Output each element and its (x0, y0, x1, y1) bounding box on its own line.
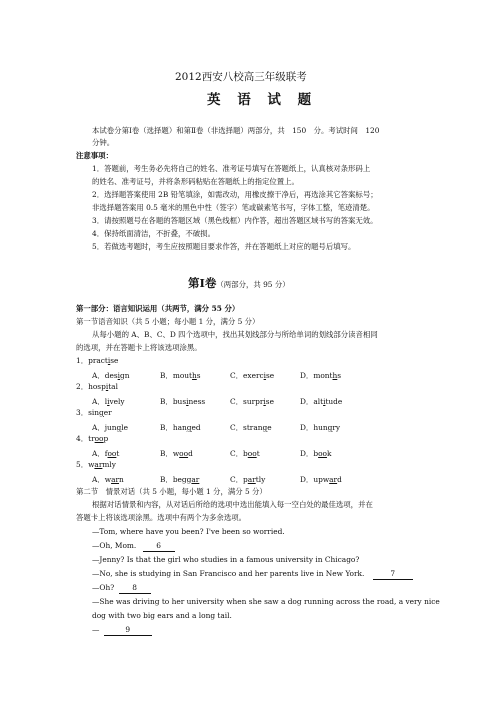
question-word (88, 434, 108, 443)
option-letter: A． (92, 371, 105, 380)
option-word (173, 423, 201, 432)
word-part: tal (108, 382, 118, 391)
word-part: b (243, 449, 248, 458)
note-line: 1．答题前，考生务必先将自己的姓名、准考证号填写在答题纸上，认真核对条形码上 (92, 164, 371, 173)
option-letter: B． (160, 423, 173, 432)
dialogue-text: —Oh, Mom. (92, 541, 137, 550)
word-part: ness (188, 397, 206, 406)
section2-title: 第二节 情景对话（共 5 小题，每小题 1 分，满分 5 分） (76, 487, 267, 496)
section1-title: 第一节语音知识（共 5 小题；每小题 1 分，满分 5 分） (76, 317, 260, 326)
option-word (105, 475, 124, 484)
word-part: jun (104, 423, 117, 432)
answer-option (160, 396, 205, 407)
volume-heading (188, 273, 290, 291)
option-letter: C． (230, 423, 244, 432)
answer-option (92, 422, 128, 433)
option-word (173, 371, 201, 380)
option-letter: D． (300, 475, 314, 484)
dialogue-line: dog with two big ears and a long tail. (92, 611, 232, 620)
word-part: er (103, 408, 112, 417)
word-part: le (121, 423, 129, 432)
dialogue-text: — (92, 625, 100, 634)
underlined-letters: oo (179, 449, 189, 458)
answer-blank: 7 (373, 570, 413, 580)
option-letter: C． (230, 371, 244, 380)
underlined-letters: i (323, 397, 326, 406)
option-word (243, 371, 274, 380)
dialogue-text: —Oh? (92, 583, 115, 592)
underlined-letters: h (192, 371, 197, 380)
option-letter: C． (230, 397, 244, 406)
underlined-letters: i (107, 397, 110, 406)
option-word (105, 449, 120, 458)
note-line: 非选择题答案用 0.5 毫米的黑色中性（签字）笔或碳素笔书写，字体工整，笔迹清楚。 (92, 203, 375, 212)
note-line: 2．选择题答案使用 2B 铅笔填涂，如需改动，用橡皮擦干净后，再选涂其它答案标号； (92, 190, 378, 199)
answer-option (92, 396, 125, 407)
word-part: w (104, 475, 112, 484)
option-letter: A． (92, 397, 105, 406)
word-part: upw (313, 475, 330, 484)
word-part: n (119, 475, 124, 484)
volume-title: 第Ⅰ卷 (188, 276, 217, 290)
option-letter: B． (160, 371, 173, 380)
underlined-letters: oo (247, 449, 257, 458)
option-word (313, 397, 342, 406)
dialogue-line (92, 570, 413, 580)
exam-title: 2012西安八校高三年级联考 (175, 71, 307, 83)
word-part: mly (102, 460, 116, 469)
word-part: des (104, 371, 118, 380)
word-part: tly (255, 475, 266, 484)
word-part: d (337, 475, 342, 484)
dialogue-line: —Jenny? Is that the girl who studies in a famous university in Chicago? (92, 555, 360, 564)
dialogue-line (92, 542, 175, 552)
underlined-letters: i (107, 356, 111, 365)
answer-blank: 6 (143, 542, 175, 552)
option-letter: C． (230, 449, 244, 458)
answer-option (160, 474, 199, 485)
question-word (88, 460, 116, 469)
question-word-row (76, 409, 112, 418)
word-part: se (265, 397, 274, 406)
dialogue-line (92, 626, 152, 636)
option-letter: A． (92, 475, 105, 484)
option-letter: A． (92, 449, 105, 458)
answer-option (92, 474, 124, 485)
question-number: 2． (76, 382, 89, 391)
word-part: p (243, 475, 248, 484)
option-word (105, 423, 128, 432)
underlined-letters: ar (329, 475, 338, 484)
word-part: exerc (243, 371, 264, 380)
note-line: 3．请按照题号在各题的答题区域（黑色线框）内作答，超出答题区域书写的答案无效。 (92, 216, 378, 225)
underlined-letters: g (262, 423, 268, 432)
underlined-letters: i (117, 371, 121, 380)
dialogue-line (92, 584, 151, 594)
word-part: gn (120, 371, 130, 380)
answer-option (92, 370, 130, 381)
underlined-letters: ar (247, 475, 256, 484)
option-word (173, 475, 200, 484)
word-part: d (188, 449, 193, 458)
note-line: 的姓名、准考证号，并将条形码粘贴在答题纸上的指定位置上。 (92, 177, 299, 186)
note-line: 5．若做选考题时，考生应按照题目要求作答，并在答题纸上对应的题号后填写。 (92, 242, 356, 251)
answer-option (160, 448, 193, 459)
option-word (243, 449, 260, 458)
answer-option (160, 422, 201, 433)
word-part: tr (88, 434, 95, 443)
option-word (313, 449, 331, 458)
part1-title: 第一部分：语言知识运用（共两节，满分 55 分） (76, 304, 240, 313)
word-part: sin (88, 408, 100, 417)
word-part: ry (332, 423, 341, 432)
word-part: w (88, 460, 95, 469)
underlined-letters: ar (111, 475, 120, 484)
word-part: t (116, 449, 120, 458)
option-letter: A． (92, 423, 105, 432)
answer-blank: 9 (104, 626, 152, 636)
question-word (88, 356, 118, 365)
option-letter: D． (300, 371, 314, 380)
word-part: bus (172, 397, 187, 406)
answer-option (300, 448, 331, 459)
option-word (243, 397, 274, 406)
underlined-letters: i (263, 397, 266, 406)
word-part: stran (243, 423, 263, 432)
word-part: tude (325, 397, 343, 406)
option-word (173, 449, 193, 458)
answer-option (230, 370, 274, 381)
underlined-letters: i (186, 397, 189, 406)
word-part: f (104, 449, 108, 458)
option-letter: D． (300, 397, 314, 406)
intro-line-1: 本试卷分第Ⅰ卷（选择题）和第Ⅱ卷（非选择题）两部分，共 150 分。考试时间 120 (92, 126, 380, 135)
section2-instruction: 根据对话情景和内容，从对话后所给的选项中选出能填入每一空白处的最佳选项，并在 (92, 500, 373, 509)
dialogue-text: —No, she is studying in San Francisco and her parents live in New York. (92, 569, 365, 578)
intro-line-2: 分钟。 (92, 138, 115, 147)
answer-option (230, 396, 274, 407)
underlined-letters: g (186, 423, 192, 432)
underlined-letters: oo (94, 434, 104, 443)
word-part: se (266, 371, 275, 380)
answer-option (92, 448, 119, 459)
answer-option (230, 474, 265, 485)
question-word-row (76, 461, 116, 470)
question-word (88, 408, 112, 417)
word-part: mont (313, 371, 333, 380)
question-word-row (76, 383, 118, 392)
answer-blank: 8 (119, 584, 151, 594)
word-part: vely (109, 397, 125, 406)
answer-option (300, 474, 342, 485)
word-part: t (256, 449, 260, 458)
underlined-letters: g (116, 423, 122, 432)
question-number: 5． (76, 460, 89, 469)
dialogue-line: —Tom, where have you been? I've been so worried. (92, 527, 285, 536)
word-part: ed (191, 423, 201, 432)
question-word-row (76, 357, 118, 366)
question-word (88, 382, 118, 391)
underlined-letters: ar (94, 460, 103, 469)
option-word (313, 371, 341, 380)
word-part: hun (313, 423, 328, 432)
option-letter: B． (160, 475, 173, 484)
option-letter: D． (300, 449, 314, 458)
answer-option (300, 422, 340, 433)
answer-option (230, 448, 260, 459)
underlined-letters: ar (191, 475, 200, 484)
underlined-letters: g (99, 408, 104, 417)
underlined-letters: g (327, 423, 333, 432)
dialogue-line: —She was driving to her university when she saw a dog running across the road, a very nice (92, 597, 440, 606)
question-number: 3． (76, 408, 89, 417)
question-word-row (76, 435, 108, 444)
word-part: e (267, 423, 272, 432)
option-letter: B． (160, 449, 173, 458)
word-part: begg (172, 475, 192, 484)
answer-option (300, 396, 342, 407)
question-number: 1． (76, 356, 89, 365)
word-part: surpr (243, 397, 264, 406)
word-part: alt (313, 397, 324, 406)
question-number: 4． (76, 434, 89, 443)
underlined-letters: oo (107, 449, 117, 458)
answer-option (230, 422, 272, 433)
word-part: hosp (88, 382, 106, 391)
option-word (173, 397, 205, 406)
section1-instruction: 从每小题的 A、B、C、D 四个选项中，找出其划线部分与所给单词的划线部分读音相同 (92, 330, 378, 339)
option-letter: B． (160, 397, 173, 406)
underlined-letters: i (263, 371, 267, 380)
note-line: 4．保持纸面清洁，不折叠，不破损。 (92, 229, 215, 238)
option-letter: C． (230, 475, 244, 484)
option-letter: D． (300, 423, 314, 432)
word-part: se (110, 356, 119, 365)
underlined-letters: oo (318, 449, 327, 458)
word-part: b (313, 449, 319, 458)
option-word (313, 475, 342, 484)
section1-instruction: 的选项，并在答题卡上将该选项涂黑。 (76, 343, 202, 352)
word-part: han (172, 423, 187, 432)
word-part: s (196, 371, 201, 380)
word-part: l (104, 397, 108, 406)
option-word (243, 475, 265, 484)
answer-option (300, 370, 341, 381)
word-part: mout (172, 371, 193, 380)
word-part: s (337, 371, 342, 380)
underlined-letters: i (105, 382, 109, 391)
subject-title: 英 语 试 题 (207, 92, 318, 108)
word-part: pract (88, 356, 108, 365)
option-word (313, 423, 340, 432)
word-part: k (326, 449, 332, 458)
option-word (105, 371, 130, 380)
notes-title: 注意事项： (76, 151, 113, 160)
answer-option (160, 370, 201, 381)
word-part: w (172, 449, 180, 458)
option-word (243, 423, 272, 432)
section2-instruction: 答题卡上将该选项涂黑。选项中有两个为多余选项。 (76, 513, 246, 522)
underlined-letters: h (332, 371, 338, 380)
option-word (105, 397, 125, 406)
word-part: p (103, 434, 109, 443)
volume-subtitle: （两部分，共 95 分） (216, 280, 290, 289)
